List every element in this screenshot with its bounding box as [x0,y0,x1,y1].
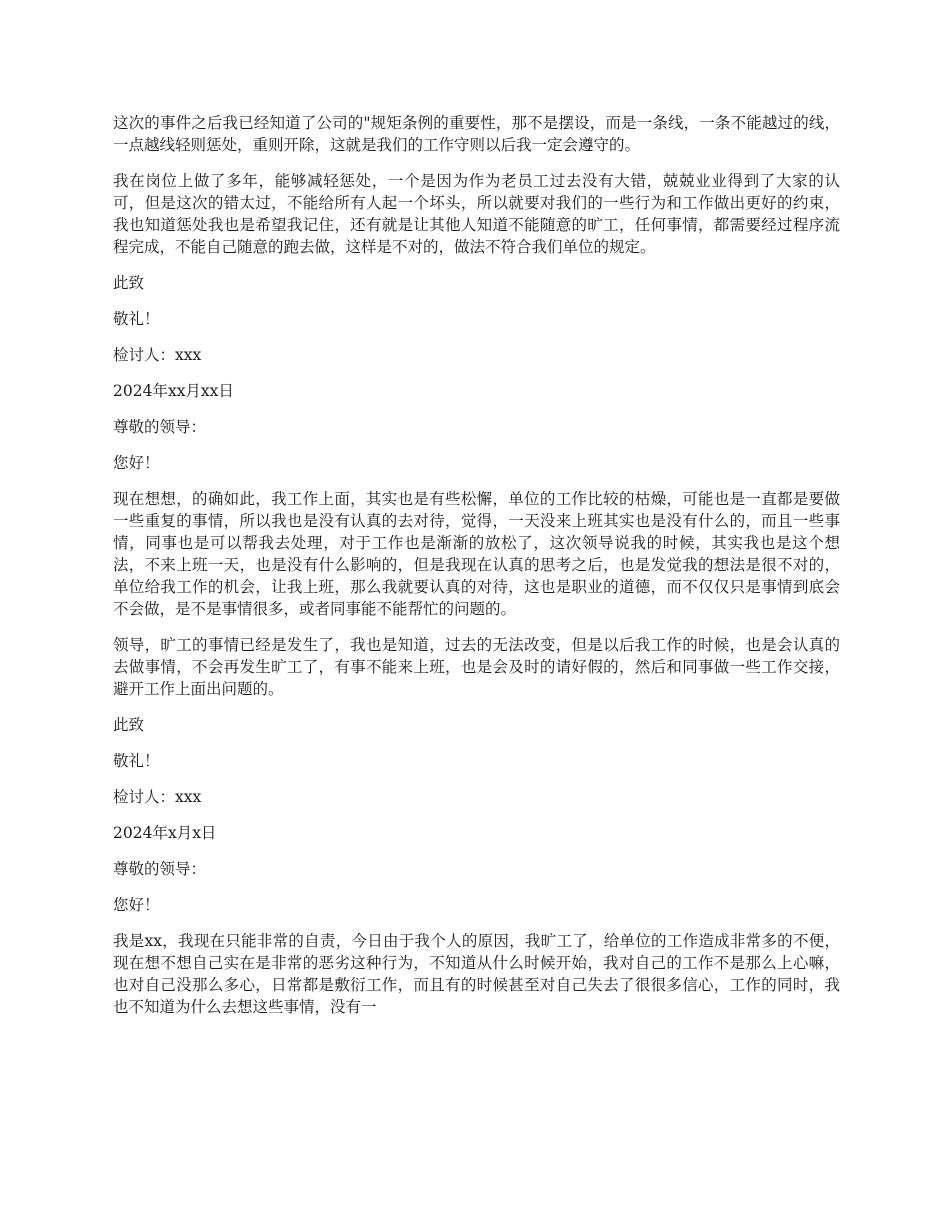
paragraph-reflection: 现在想想，的确如此，我工作上面，其实也是有些松懈，单位的工作比较的枯燥，可能也是一直都是要做一些重复的事情，所以我也是没有认真的去对待，觉得，一天没来上班其实也是没有什么的，而且一些事情，同事也是可以帮我去处理，对于工作也是渐渐的放松了，这次领导说我的时候，其实我也是这个想法，不来上班一天，也是没有什么影响的，但是我现在认真的思考之后，也是发觉我的想法是很不对的，单位给我工作的机会，让我上班，那么我就要认真的对待，这也是职业的道德，而不仅仅只是事情到底会不会做，是不是事情很多，或者同事能不能帮忙的问题的。 [113,490,840,618]
paragraph-reduced-punishment: 我在岗位上做了多年，能够减轻惩处，一个是因为作为老员工过去没有大错，兢兢业业得到了大家的认可，但是这次的错太过，不能给所有人起一个坏头，所以就要对我们的一些行为和工作做出更好的约束，我也知道惩处我也是希望我记住，还有就是让其他人知道不能随意的旷工，任何事情，都需要经过程序流程完成，不能自己随意的跑去做，这样是不对的，做法不符合我们单位的规定。 [113,172,840,256]
greeting-hello: 您好！ [113,454,160,472]
date-line: 2024年xx月xx日 [113,382,234,400]
greeting-hello: 您好！ [113,896,160,914]
closing-regards: 敬礼！ [113,752,160,770]
closing-salutation: 此致 [113,716,145,734]
closing-regards: 敬礼！ [113,310,160,328]
document-body [113,112,840,1032]
signature-line: 检讨人：xxx [113,788,202,806]
greeting-addressee: 尊敬的领导： [113,860,207,878]
greeting-addressee: 尊敬的领导： [113,418,207,436]
paragraph-commitment: 领导，旷工的事情已经是发生了，我也是知道，过去的无法改变，但是以后我工作的时候，也是会认真的去做事情，不会再发生旷工了，有事不能来上班，也是会及时的请好假的，然后和同事做一些工作交接，避开工作上面出问题的。 [113,636,840,698]
signature-line: 检讨人：xxx [113,346,202,364]
paragraph-self-blame: 我是xx，我现在只能非常的自责，今日由于我个人的原因，我旷工了，给单位的工作造成非常多的不便，现在想不想自己实在是非常的恶劣这种行为，不知道从什么时候开始，我对自己的工作不是那么上心嘛，也对自己没那么多心，日常都是敷衍工作，而且有的时候甚至对自己失去了很很多信心，工作的同时，我也不知道为什么去想这些事情，没有一 [113,932,840,1016]
paragraph-rules-importance: 这次的事件之后我已经知道了公司的"规矩条例的重要性，那不是摆设，而是一条线，一条不能越过的线，一点越线轻则惩处，重则开除，这就是我们的工作守则以后我一定会遵守的。 [113,114,840,154]
date-line: 2024年x月x日 [113,824,217,842]
closing-salutation: 此致 [113,274,145,292]
